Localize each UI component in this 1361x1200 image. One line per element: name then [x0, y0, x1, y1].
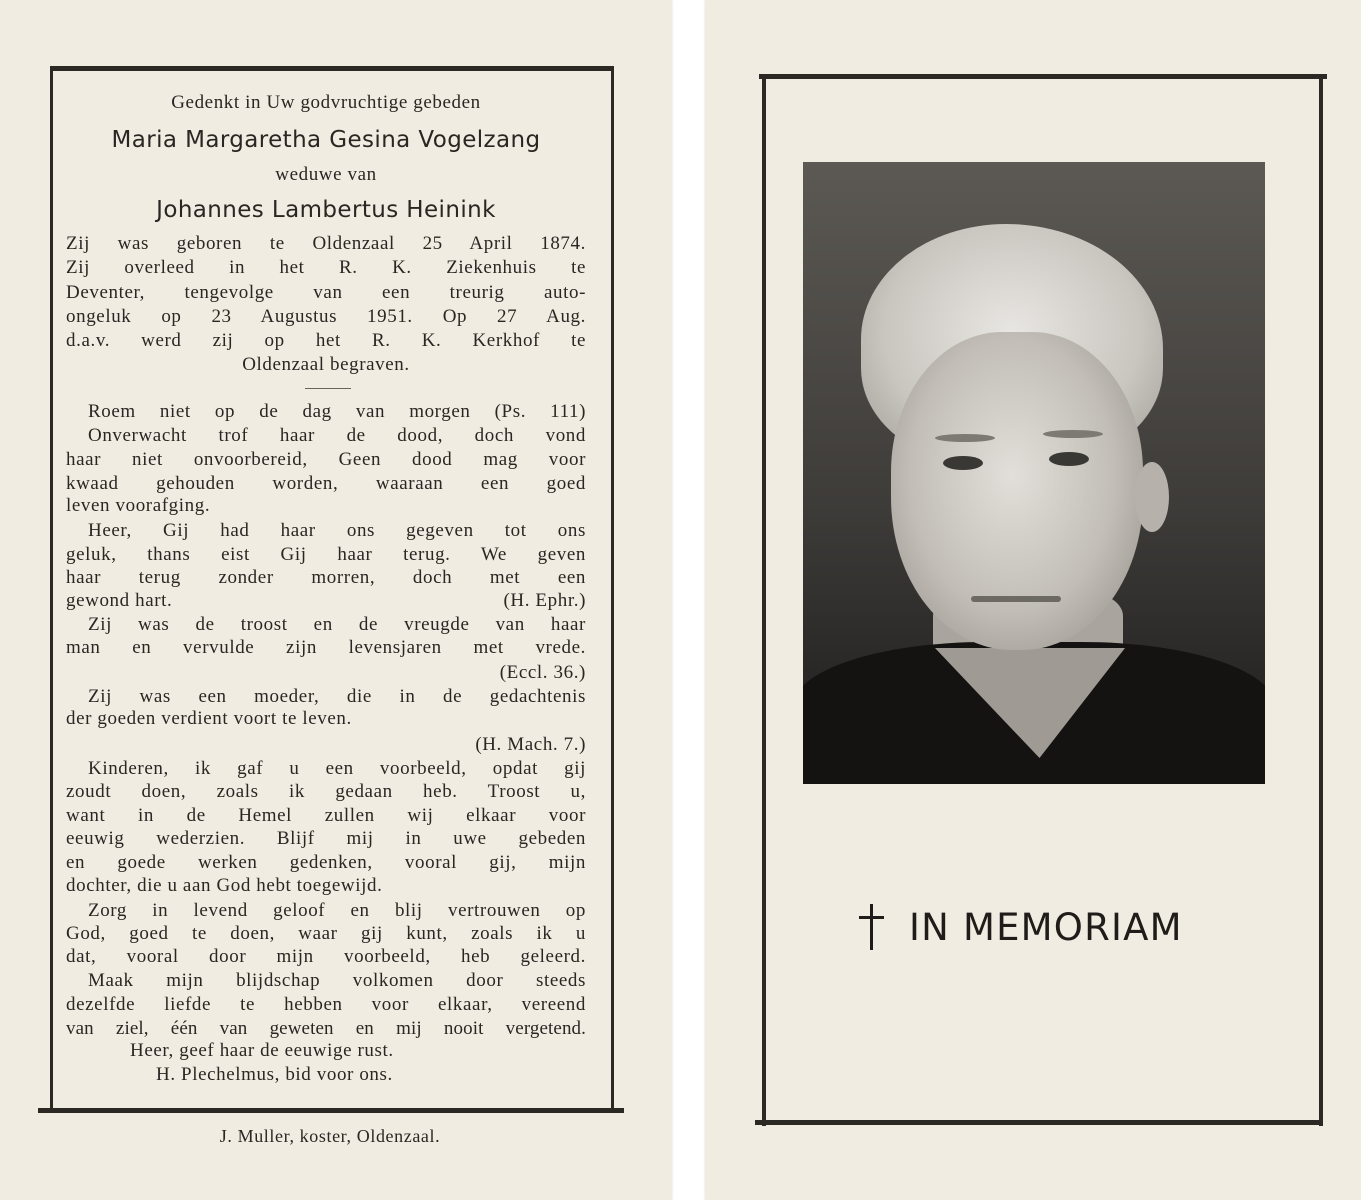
- verse-line: dezelfde liefde te hebben voor elkaar, vereend: [66, 994, 586, 1015]
- portrait-photo: [803, 162, 1265, 784]
- portrait-face: [891, 332, 1143, 650]
- verse-line: leven voorafging.: [66, 495, 211, 516]
- portrait-mouth: [971, 596, 1061, 602]
- verse-line: Maak mijn blijdschap volkomen door steeds: [88, 970, 586, 991]
- prayer-card-photo-side: [705, 0, 1361, 1200]
- verse-line: want in de Hemel zullen wij elkaar voor: [66, 805, 586, 826]
- bio-line: d.a.v. werd zij op het R. K. Kerkhof te: [66, 330, 586, 351]
- section-divider: [305, 388, 351, 389]
- portrait-ear: [1135, 462, 1169, 532]
- verse-line: God, goed te doen, waar gij kunt, zoals ik u: [66, 923, 586, 944]
- bio-line: Zij was geboren te Oldenzaal 25 April 1874.: [66, 233, 586, 254]
- verse-line: Zij was de troost en de vreugde van haar: [88, 614, 586, 635]
- prayer-card-text-side: [0, 0, 672, 1200]
- verse-line: Zorg in levend geloof en blij vertrouwen op: [88, 900, 586, 921]
- printer-credit: J. Muller, koster, Oldenzaal.: [219, 1126, 441, 1146]
- deceased-name: Maria Margaretha Gesina Vogelzang: [111, 127, 541, 153]
- verse-line: Onverwacht trof haar de dood, doch vond: [88, 425, 586, 446]
- right-border-rule: [1319, 74, 1323, 1126]
- portrait-eye-right: [1049, 452, 1089, 466]
- verse-line: man en vervulde zijn levensjaren met vrede.: [66, 637, 586, 658]
- verse-line: haar terug zonder morren, doch met een: [66, 567, 586, 588]
- verse-line: gewond hart.: [66, 590, 173, 611]
- verse-line: H. Plechelmus, bid voor ons.: [156, 1064, 393, 1085]
- portrait-brow-left: [935, 434, 995, 442]
- bio-line: ongeluk op 23 Augustus 1951. Op 27 Aug.: [66, 306, 586, 327]
- verse-citation: (H. Ephr.): [503, 590, 586, 611]
- verse-line: Zij was een moeder, die in de gedachtenis: [88, 686, 586, 707]
- intro-line: Gedenkt in Uw godvruchtige gebeden: [171, 92, 481, 113]
- latin-cross-icon: [855, 904, 889, 950]
- verse-line: kwaad gehouden worden, waaraan een goed: [66, 473, 586, 494]
- top-border-rule: [50, 66, 614, 71]
- verse-line: dochter, die u aan God hebt toegewijd.: [66, 875, 383, 896]
- bio-line: Oldenzaal begraven.: [242, 354, 410, 375]
- portrait-eye-left: [943, 456, 983, 470]
- verse-line: en goede werken gedenken, vooral gij, mijn: [66, 852, 586, 873]
- verse-citation: (H. Mach. 7.): [475, 734, 586, 755]
- top-border-rule: [759, 74, 1327, 79]
- verse-line: dat, vooral door mijn voorbeeld, heb geleerd.: [66, 946, 586, 967]
- verse-line: der goeden verdient voort te leven.: [66, 708, 352, 729]
- verse-line: haar niet onvoorbereid, Geen dood mag voor: [66, 449, 586, 470]
- right-border-rule: [611, 66, 614, 1112]
- verse-line: Kinderen, ik gaf u een voorbeeld, opdat gij: [88, 758, 586, 779]
- verse-line: eeuwig wederzien. Blijf mij in uwe gebeden: [66, 828, 586, 849]
- in-memoriam-heading: [855, 904, 1225, 950]
- verse-citation: (Eccl. 36.): [499, 662, 586, 683]
- verse-line: geluk, thans eist Gij haar terug. We geven: [66, 544, 586, 565]
- verse-line: Roem niet op de dag van morgen (Ps. 111): [88, 401, 586, 422]
- left-border-rule: [50, 66, 53, 1112]
- bio-line: Deventer, tengevolge van een treurig auto-: [66, 282, 586, 303]
- bottom-border-rule: [38, 1108, 624, 1113]
- in-memoriam-text: IN MEMORIAM: [909, 906, 1183, 949]
- left-border-rule: [762, 74, 766, 1126]
- verse-line: Heer, geef haar de eeuwige rust.: [130, 1040, 394, 1061]
- portrait-brow-right: [1043, 430, 1103, 438]
- bio-line: Zij overleed in het R. K. Ziekenhuis te: [66, 257, 586, 278]
- verse-line: zoudt doen, zoals ik gedaan heb. Troost u,: [66, 781, 586, 802]
- spouse-name: Johannes Lambertus Heinink: [156, 197, 496, 223]
- widow-of-line: weduwe van: [275, 164, 377, 185]
- verse-line: van ziel, één van geweten en mij nooit vergetend.: [66, 1018, 586, 1039]
- bottom-border-rule: [755, 1120, 1323, 1125]
- verse-line: Heer, Gij had haar ons gegeven tot ons: [88, 520, 586, 541]
